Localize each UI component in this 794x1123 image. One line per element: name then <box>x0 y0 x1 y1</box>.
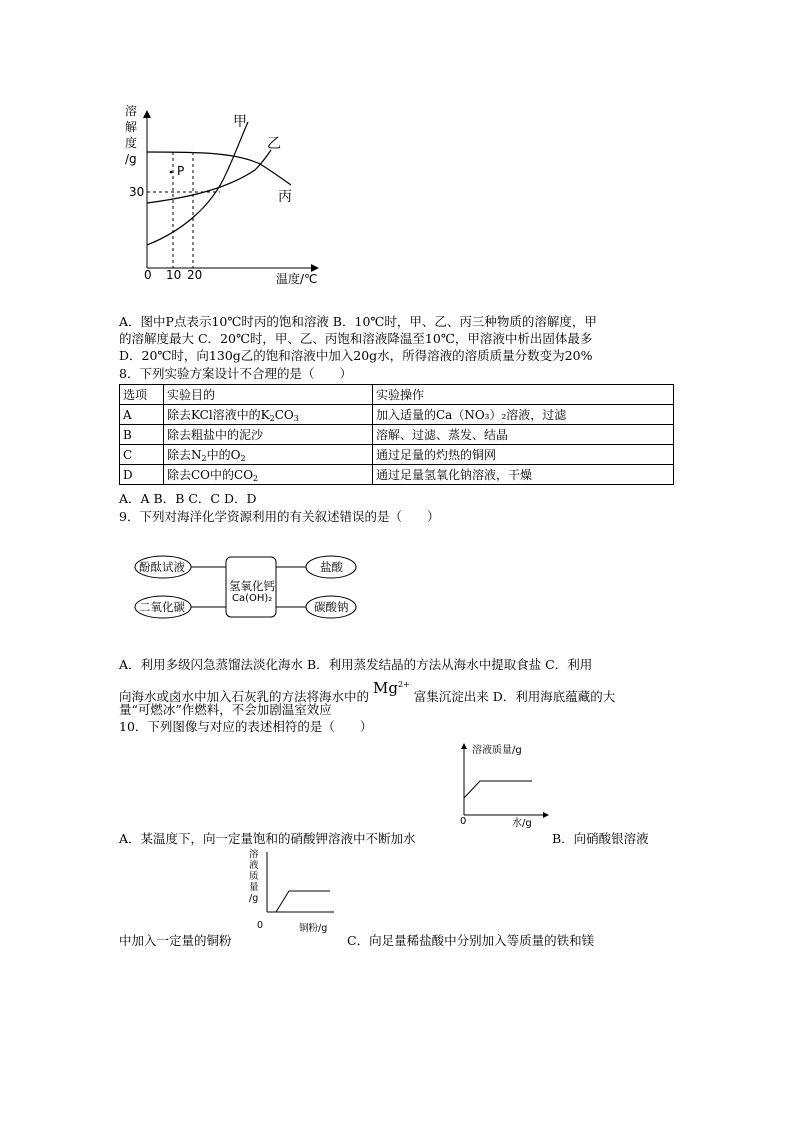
table-row <box>120 465 674 485</box>
table-row <box>120 425 674 445</box>
q10-option-b-post: 中加入一定量的铜粉 <box>119 933 232 948</box>
q9-line2-post: 富集沉淀出来 D．利用海底蕴藏的大 <box>413 689 616 704</box>
purpose-mid: CO <box>274 408 294 422</box>
graph-a-ylabel: 溶液质量/g <box>472 745 522 756</box>
graph-b-xlabel: 铜粉/g <box>299 923 328 934</box>
point-p-marker <box>170 171 173 174</box>
curve-yi <box>147 150 271 203</box>
y-tick-30: 30 <box>129 185 145 199</box>
row-operation: 溶解、过滤、蒸发、结晶 <box>373 425 674 445</box>
curve-label-bing: 丙 <box>278 189 292 205</box>
x-tick-10: 10 <box>166 268 182 282</box>
table-header-row <box>120 385 674 405</box>
graph-b <box>260 848 340 920</box>
q8-question: 8．下列实验方案设计不合理的是（ ） <box>119 366 352 381</box>
header-option: 选项 <box>120 385 164 405</box>
q9-option-line-3: 量“可燃冰”作燃料，不会加剧温室效应 <box>119 702 332 717</box>
mg-text: Mg <box>373 679 398 697</box>
solubility-ylabel-4: /g <box>125 152 137 166</box>
curve-jia <box>147 122 248 245</box>
graph-b-origin: 0 <box>257 920 264 931</box>
row-operation: 通过足量氢氧化钠溶液，干燥 <box>373 465 674 485</box>
q8-table <box>119 384 674 485</box>
purpose-text: 除去KCl溶液中的K <box>167 408 270 422</box>
graph-a-xlabel: 水/g <box>512 818 532 829</box>
row-purpose <box>164 445 373 465</box>
graph-a-origin: 0 <box>460 816 467 827</box>
curve-label-yi: 乙 <box>267 136 281 152</box>
solubility-ylabel-3: 度 <box>125 136 138 150</box>
diagram-bottom-left: 二氧化碳 <box>139 600 185 614</box>
y-axis-arrow <box>143 110 151 118</box>
graph-b-line <box>276 891 330 912</box>
q10-option-a: A．某温度下，向一定量饱和的硝酸钾溶液中不断加水 <box>119 831 416 846</box>
q10-question: 10．下列图像与对应的表述相符的是（ ） <box>119 719 373 734</box>
diagram-top-left: 酚酞试液 <box>139 560 185 574</box>
q7-option-line-1: A．图中P点表示10℃时丙的饱和溶液 B．10℃时，甲、乙、丙三种物质的溶解度，甲 <box>119 314 597 329</box>
graph-b-ylabel-1: 溶 <box>249 849 259 860</box>
row-purpose: 除去粗盐中的泥沙 <box>164 425 373 445</box>
purpose-text: 除去CO中的CO <box>167 468 254 482</box>
diagram-bottom-right: 碳酸钠 <box>314 600 349 614</box>
graph-b-ylabel-3: 质 <box>249 871 259 882</box>
row-option: D <box>120 465 164 485</box>
solubility-ylabel-1: 溶 <box>125 104 138 118</box>
point-p-label: P <box>177 164 185 178</box>
diagram-center-line2: Ca(OH)₂ <box>232 593 273 604</box>
row-purpose <box>164 465 373 485</box>
purpose-sub: 2 <box>269 414 275 423</box>
purpose-sub2: 2 <box>240 454 246 463</box>
q9-line2-pre: 向海水或卤水中加入石灰乳的方法将海水中的 <box>119 689 370 704</box>
mg-symbol <box>373 679 410 697</box>
purpose-sub: 2 <box>253 474 259 483</box>
purpose-text: 除去N <box>167 448 202 462</box>
purpose-sub2: 3 <box>293 414 299 423</box>
header-operation: 实验操作 <box>373 385 674 405</box>
q7-option-line-2: 的溶解度最大 C．20℃时，甲、乙、丙饱和溶液降温至10℃，甲溶液中析出固体最多 <box>119 331 593 346</box>
x-tick-20: 20 <box>187 268 203 282</box>
q8-answers: A．A B．B C．C D．D <box>119 491 257 506</box>
graph-a-line <box>464 781 532 798</box>
row-option: C <box>120 445 164 465</box>
row-option: B <box>120 425 164 445</box>
curve-bing <box>147 152 291 185</box>
row-operation: 加入适量的Ca（NO₃）₂溶液，过滤 <box>373 405 674 425</box>
q10-option-b-pre: B．向硝酸银溶液 <box>552 831 649 846</box>
graph-b-ylabel <box>249 849 259 904</box>
purpose-mid: 中的O <box>206 448 241 462</box>
row-option: A <box>120 405 164 425</box>
solubility-ylabel-2: 解 <box>125 120 138 134</box>
graph-b-ylabel-4: 量 <box>249 882 259 893</box>
mg-charge: 2+ <box>397 680 410 689</box>
curve-label-jia: 甲 <box>233 114 247 130</box>
diagram-center-line1: 氢氧化钙 <box>229 579 275 593</box>
table-row <box>120 405 674 425</box>
q9-question: 9．下列对海洋化学资源利用的有关叙述错误的是（ ） <box>119 509 440 524</box>
purpose-sub: 2 <box>201 454 207 463</box>
table-row <box>120 445 674 465</box>
x-axis-label: 温度/℃ <box>276 272 318 286</box>
header-purpose: 实验目的 <box>164 385 373 405</box>
q10-option-c: C．向足量稀盐酸中分别加入等质量的铁和镁 <box>347 933 595 948</box>
row-purpose <box>164 405 373 425</box>
diagram-top-right: 盐酸 <box>320 560 343 574</box>
x-tick-0: 0 <box>144 268 152 282</box>
q9-option-line-1: A．利用多级闪急蒸馏法淡化海水 B．利用蒸发结晶的方法从海水中提取食盐 C．利用 <box>119 657 593 672</box>
graph-b-ylabel-2: 液 <box>249 860 259 871</box>
row-operation: 通过足量的灼热的铜网 <box>373 445 674 465</box>
q7-option-line-3: D．20℃时，向130g乙的饱和溶液中加入20g水，所得溶液的溶质质量分数变为20% <box>119 348 593 363</box>
graph-b-ylabel-5: /g <box>249 893 259 904</box>
solubility-chart <box>115 100 325 295</box>
